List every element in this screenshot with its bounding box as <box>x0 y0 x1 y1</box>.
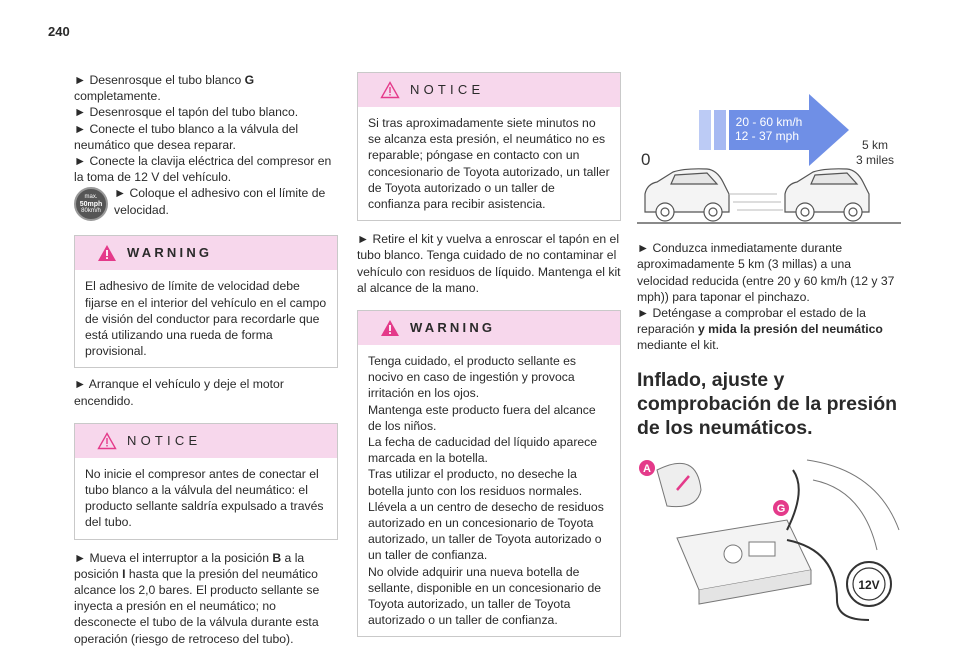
warning-line: Tras utilizar el producto, no deseche la botella junto con los residuos normales. Llévela a un centro de desecho de residuos autorizado en un concesionario de Toyota autorizado, un taller de Toyota autorizado o un taller de confianza. <box>368 467 604 563</box>
notice-box-2 <box>357 72 621 221</box>
notice-text: No inicie el compresor antes de conectar el tubo blanco a la válvula del neumático: el producto sellante saldría expulsado a través del tubo. <box>85 466 324 530</box>
warning-label: WARNING <box>127 245 213 261</box>
car-start-icon <box>645 169 729 221</box>
warning-line: No olvide adquirir una nueva botella de sellante, disponible en un concesionario de Toyota autorizado, un taller de Toyota autorizado o un taller de confianza. <box>368 564 602 628</box>
warning-box <box>74 235 338 368</box>
notice-text-2: Si tras aproximadamente siete minutos no se alcanza esta presión, el neumático no es reparable; póngase en contacto con un concesionario de Toyota autorizado, un taller de Toyota autorizado o un taller de confianza para recibir asistencia. <box>368 116 610 212</box>
drive-diagram <box>637 72 901 228</box>
warning-line: Mantenga este producto fuera del alcance de los niños. <box>368 402 596 433</box>
step-drive: ► Conduzca inmediatamente durante aproximadamente 5 km (3 millas) a una velocidad reducida (entre 20 y 60 km/h (12 y 37 mph)) para taponar el pinchazo. <box>637 241 895 304</box>
warning-header <box>75 236 337 270</box>
warning-line: La fecha de caducidad del líquido aparece marcada en la botella. <box>368 435 598 466</box>
start-label: 0 <box>641 150 651 169</box>
speed-mph-label: 12 - 37 mph <box>734 129 800 143</box>
column-3 <box>637 72 901 630</box>
warning-line: Tenga cuidado, el producto sellante es nocivo en caso de ingestión y provoca irritación en los ojos. <box>368 354 577 401</box>
callout-a-label: A <box>643 462 651 475</box>
valve-connector-icon <box>657 463 701 506</box>
column-2 <box>357 72 621 637</box>
socket-12v-label: 12V <box>858 577 880 592</box>
warning-text-2 <box>358 345 620 636</box>
section-heading: Inflado, ajuste y comprobación de la presión de los neumáticos. <box>637 368 898 439</box>
notice-icon <box>97 432 117 450</box>
warning-label-2: WARNING <box>410 319 496 335</box>
step-connect-valve: ► Conecte el tubo blanco a la válvula del neumático que desea reparar. <box>74 121 299 152</box>
compressor-illustration <box>637 450 901 626</box>
step-unscrew-cap: ► Desenrosque el tapón del tubo blanco. <box>74 105 299 120</box>
distance-miles-label: 3 miles <box>855 153 895 167</box>
notice-label-2: NOTICE <box>410 81 485 97</box>
notice-header-2 <box>358 73 620 107</box>
notice-label: NOTICE <box>127 432 202 448</box>
sticker-step <box>74 185 338 221</box>
warning-icon <box>97 244 117 262</box>
notice-header <box>75 424 337 458</box>
speed-kmh-label: 20 - 60 km/h <box>735 115 803 129</box>
step-place-sticker: ► Coloque el adhesivo con el límite de velocidad. <box>114 186 326 217</box>
distance-km-label: 5 km <box>861 138 889 152</box>
warning-box-2 <box>357 310 621 637</box>
step-connect-plug: ► Conecte la clavija eléctrica del compresor en la toma de 12 V del vehículo. <box>74 154 332 185</box>
wheel-arc-inner <box>813 480 877 550</box>
speed-sticker-icon: max. 50mph 80km/h <box>74 187 108 221</box>
step-remove-kit: ► Retire el kit y vuelva a enroscar el tapón en el tubo blanco. Tenga cuidado de no contaminar el vehículo con residuos de líquido. Mantenga el kit al alcance de la mano. <box>357 232 621 295</box>
notice-box <box>74 423 338 540</box>
step-start-engine: ► Arranque el vehículo y deje el motor encendido. <box>74 377 284 408</box>
callout-g-label: G <box>776 502 786 515</box>
warning-icon <box>380 319 400 337</box>
white-tube <box>787 470 799 530</box>
warning-text: El adhesivo de límite de velocidad debe fijarse en el interior del vehículo en el campo de visión del conductor para recordarle que está utilizando una rueda de forma provisional. <box>85 279 327 359</box>
motion-lines <box>729 194 783 210</box>
step-check-pressure: ► Deténgase a comprobar el estado de la reparación y mida la presión del neumático mediante el kit. <box>637 306 883 353</box>
page-number: 240 <box>48 24 70 39</box>
wheel-arc <box>807 460 899 530</box>
warning-header-2 <box>358 311 620 345</box>
car-end-icon <box>785 169 869 221</box>
step-unscrew-tube: ► Desenrosque el tubo blanco G completamente. <box>74 73 255 104</box>
step-move-switch: ► Mueva el interruptor a la posición B a la posición I hasta que la presión del neumático alcance los 2,0 bares. El producto sellante se inyecta a presión en el neumático; no desconecte el tubo de la válvula durante esta operación (riesgo de retroceso del tubo). <box>74 550 320 646</box>
notice-icon <box>380 81 400 99</box>
column-1 <box>74 72 338 647</box>
